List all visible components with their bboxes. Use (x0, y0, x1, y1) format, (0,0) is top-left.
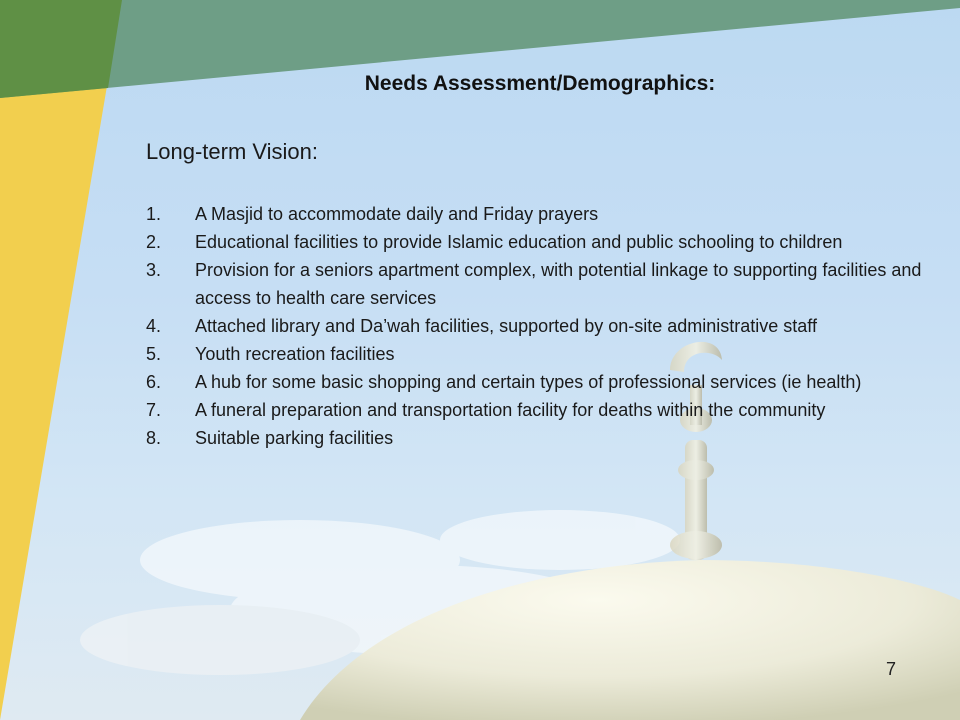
item-number: 8. (146, 428, 162, 448)
list-item (146, 368, 926, 396)
list-item (146, 228, 926, 256)
item-text: A Masjid to accommodate daily and Friday prayers (195, 204, 599, 224)
item-number: 5. (146, 344, 162, 364)
item-text: Provision for a seniors apartment complex, with potential linkage to supporting facilities and access to health care services (195, 260, 922, 308)
item-text: Educational facilities to provide Islamic education and public schooling to children (195, 232, 843, 252)
list-item (146, 340, 926, 368)
item-text: A funeral preparation and transportation facility for deaths within the community (195, 400, 826, 420)
slide-subtitle: Long-term Vision: (146, 139, 319, 164)
list-item (146, 200, 926, 228)
item-number: 7. (146, 400, 162, 420)
list-item (146, 256, 926, 312)
list-item (146, 424, 926, 452)
slide-title: Needs Assessment/Demographics: (364, 72, 716, 95)
vision-list (146, 200, 926, 452)
item-number: 4. (146, 316, 162, 336)
list-item (146, 312, 926, 340)
item-number: 6. (146, 372, 162, 392)
item-number: 2. (146, 232, 162, 252)
list-item (146, 396, 926, 424)
item-number: 1. (146, 204, 162, 224)
item-text: Suitable parking facilities (195, 428, 394, 448)
item-text: Attached library and Da’wah facilities, supported by on-site administrative staff (195, 316, 817, 336)
item-text: A hub for some basic shopping and certain types of professional services (ie health) (195, 372, 862, 392)
page-number: 7 (886, 659, 897, 679)
item-number: 3. (146, 260, 162, 280)
item-text: Youth recreation facilities (195, 344, 395, 364)
